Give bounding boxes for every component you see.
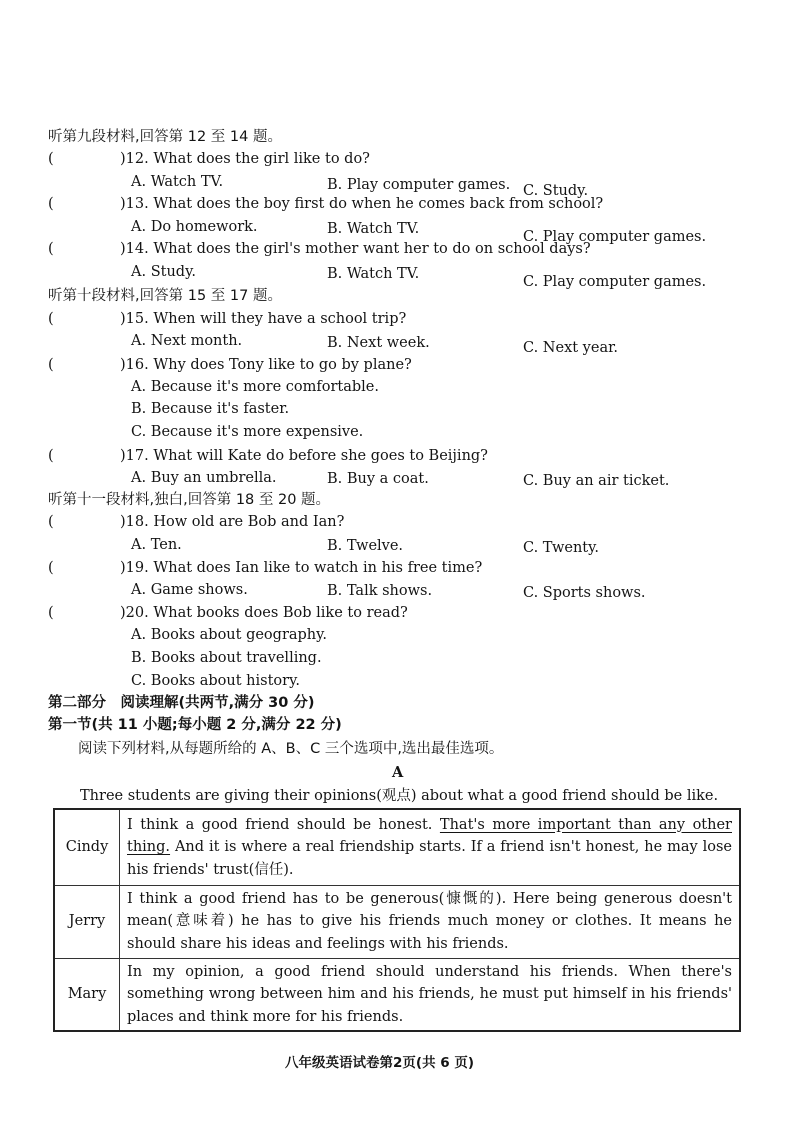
option-b: B. Talk shows. (327, 583, 433, 599)
question-text: )17. What will Kate do before she goes to Beijing? (120, 448, 488, 464)
passage-label: A (392, 764, 404, 781)
option-a: A. Game shows. (131, 582, 248, 598)
part-two-title: 第二部分 阅读理解(共两节,满分 30 分) (48, 695, 315, 711)
section-heading-10: 听第十段材料,回答第 15 至 17 题。 (48, 288, 282, 304)
option-b: B. Because it's faster. (131, 401, 290, 417)
question-19 (48, 559, 482, 577)
option-a: A. Ten. (131, 537, 182, 553)
question-17 (48, 447, 488, 465)
option-b: B. Watch TV. (327, 221, 420, 237)
instructions: 阅读下列材料,从每题所给的 A、B、C 三个选项中,选出最佳选项。 (78, 741, 504, 757)
answer-paren[interactable]: ( (48, 357, 54, 373)
opinion-text (120, 885, 741, 958)
question-text: )15. When will they have a school trip? (120, 311, 407, 327)
table-row (54, 809, 740, 885)
option-c: C. Buy an air ticket. (523, 473, 670, 489)
option-c: C. Sports shows. (523, 585, 646, 601)
page-footer: 八年级英语试卷第2页(共 6 页) (285, 1055, 475, 1071)
question-text: )13. What does the boy first do when he comes back from school? (120, 196, 604, 212)
option-a: A. Because it's more comfortable. (131, 379, 379, 395)
question-14 (48, 240, 591, 258)
student-name: Mary (54, 958, 120, 1031)
question-text: )14. What does the girl's mother want her to do on school days? (120, 241, 591, 257)
passage-intro: Three students are giving their opinions(观点) about what a good friend should be like. (80, 788, 719, 804)
option-c: C. Play computer games. (523, 229, 707, 245)
option-a: A. Watch TV. (131, 174, 224, 190)
option-c: C. Twenty. (523, 540, 599, 556)
option-c: C. Next year. (523, 340, 619, 356)
question-16 (48, 356, 412, 374)
answer-paren[interactable]: ( (48, 514, 54, 530)
option-b: B. Twelve. (327, 538, 404, 554)
option-c: C. Because it's more expensive. (131, 424, 364, 440)
table-row (54, 958, 740, 1031)
answer-paren[interactable]: ( (48, 448, 54, 464)
section-heading-9: 听第九段材料,回答第 12 至 14 题。 (48, 129, 282, 145)
table-row (54, 885, 740, 958)
option-a: A. Do homework. (131, 219, 258, 235)
option-a: A. Study. (131, 264, 196, 280)
option-c: C. Books about history. (131, 673, 300, 689)
section-one-title: 第一节(共 11 小题;每小题 2 分,满分 22 分) (48, 717, 342, 733)
option-b: B. Books about travelling. (131, 650, 322, 666)
option-b: B. Next week. (327, 335, 430, 351)
question-18 (48, 513, 344, 531)
option-c: C. Play computer games. (523, 274, 707, 290)
question-text: )12. What does the girl like to do? (120, 151, 370, 167)
option-a: A. Books about geography. (131, 627, 328, 643)
question-text: )18. How old are Bob and Ian? (120, 514, 345, 530)
section-heading-11: 听第十一段材料,独白,回答第 18 至 20 题。 (48, 492, 331, 508)
answer-paren[interactable]: ( (48, 196, 54, 212)
option-b: B. Watch TV. (327, 266, 420, 282)
opinion-text-part: And it is where a real friendship starts. If a friend isn't honest, he may lose his friends' trust(信任). (127, 839, 732, 878)
answer-paren[interactable]: ( (48, 560, 54, 576)
student-name: Jerry (54, 885, 120, 958)
opinion-text (120, 809, 741, 885)
answer-paren[interactable]: ( (48, 605, 54, 621)
opinions-table (53, 808, 741, 1032)
option-b: B. Play computer games. (327, 177, 511, 193)
question-text: )19. What does Ian like to watch in his free time? (120, 560, 483, 576)
option-b: B. Buy a coat. (327, 471, 429, 487)
option-c: C. Study. (523, 183, 589, 199)
answer-paren[interactable]: ( (48, 151, 54, 167)
opinion-text-part: I think a good friend has to be generous(慷慨的). Here being generous doesn't mean(意味着) he has to give his friends much money or clothes. It means he should share his ideas and feelings with his friends. (127, 890, 732, 952)
student-name: Cindy (54, 809, 120, 885)
answer-paren[interactable]: ( (48, 311, 54, 327)
answer-paren[interactable]: ( (48, 241, 54, 257)
option-a: A. Buy an umbrella. (131, 470, 277, 486)
question-12 (48, 150, 370, 168)
underlined-sentence: That's more important than any other thing. (127, 816, 732, 855)
opinion-text (120, 958, 741, 1031)
opinion-text-part: I think a good friend should be honest. (127, 816, 440, 833)
question-15 (48, 310, 406, 328)
opinion-text-part: In my opinion, a good friend should understand his friends. When there's something wrong between him and his friends, he must put himself in his friends' places and think more for his friends. (127, 963, 732, 1025)
question-text: )16. Why does Tony like to go by plane? (120, 357, 412, 373)
question-20 (48, 604, 408, 622)
question-text: )20. What books does Bob like to read? (120, 605, 408, 621)
option-a: A. Next month. (131, 333, 243, 349)
question-13 (48, 195, 603, 213)
